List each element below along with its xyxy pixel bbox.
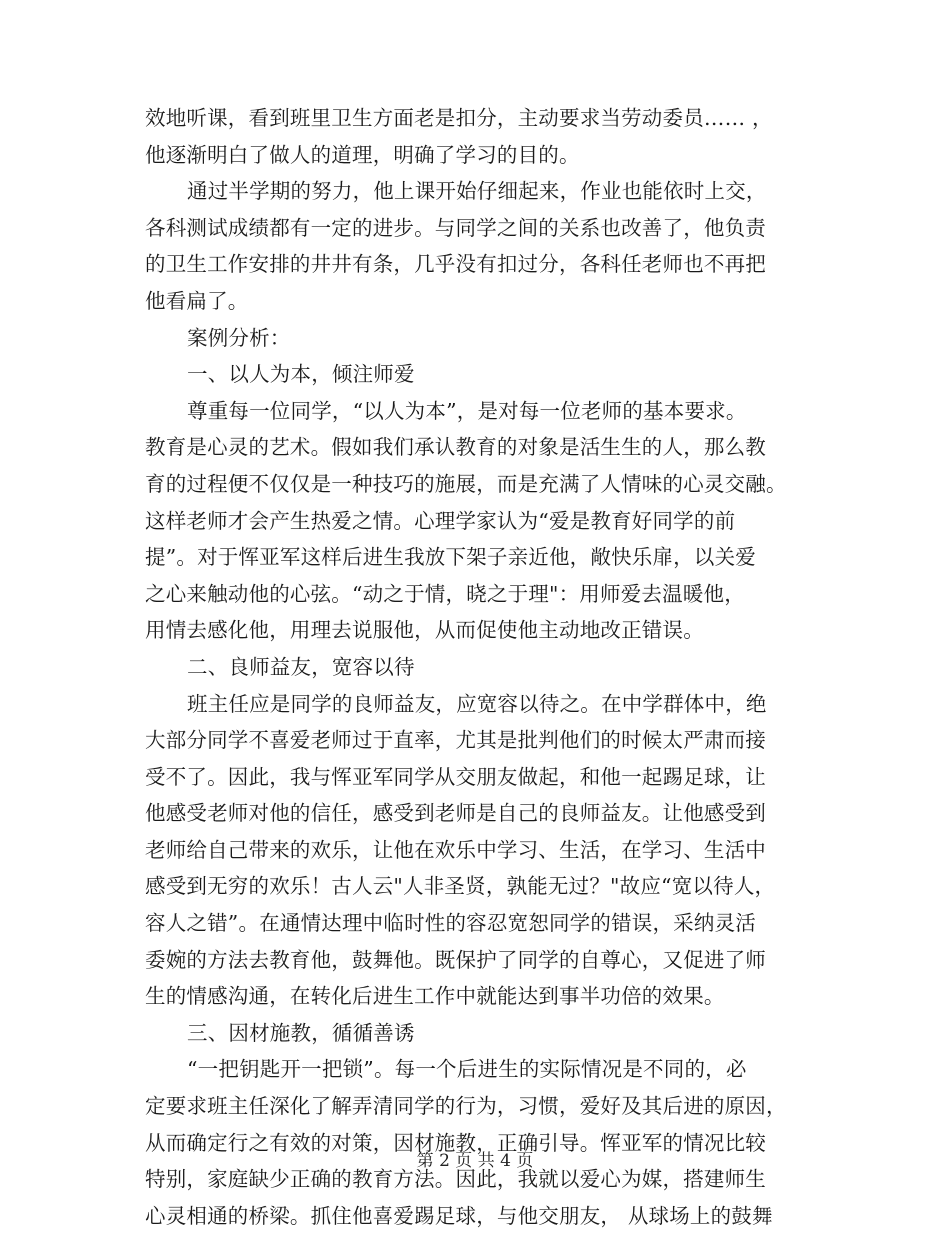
text-line: 各科测试成绩都有一定的进步。与同学之间的关系也改善了，他负责 bbox=[145, 215, 766, 240]
text-line: 用情去感化他，用理去说服他，从而促使他主动地改正错误。 bbox=[145, 618, 704, 643]
page-footer: 第 2 页 共 4 页 bbox=[416, 1151, 534, 1171]
text-line: 心灵相通的桥梁。抓住他喜爱踢足球，与他交朋友， 从球场上的鼓舞 bbox=[145, 1203, 773, 1228]
text-line: 感受到无穷的欢乐！古人云"人非圣贤，孰能无过？"故应“宽以待人， bbox=[145, 874, 776, 899]
text-line: 特别，家庭缺少正确的教育方法。因此，我就以爱心为媒，搭建师生 bbox=[145, 1167, 766, 1192]
text-line: 受不了。因此，我与恽亚军同学从交朋友做起，和他一起踢足球，让 bbox=[145, 764, 766, 789]
text-line: 他看扁了。 bbox=[145, 288, 249, 313]
text-line: 之心来触动他的心弦。“动之于情，晓之于理"：用师爱去温暖他， bbox=[145, 581, 745, 606]
text-line: 尊重每一位同学，“以人为本”，是对每一位老师的基本要求。 bbox=[187, 398, 747, 423]
text-line: 提”。对于恽亚军这样后进生我放下架子亲近他，敞快乐扉，以关爱 bbox=[145, 545, 756, 570]
text-line: 这样老师才会产生热爱之情。心理学家认为“爱是教育好同学的前 bbox=[145, 508, 736, 533]
text-line: 通过半学期的努力，他上课开始仔细起来，作业也能依时上交， bbox=[187, 179, 767, 204]
text-line: 委婉的方法去教育他，鼓舞他。既保护了同学的自尊心，又促进了师 bbox=[145, 947, 766, 972]
text-line: 班主任应是同学的良师益友，应宽容以待之。在中学群体中，绝 bbox=[187, 691, 767, 716]
text-line: 三、因材施教，循循善诱 bbox=[187, 1020, 415, 1045]
text-line: 他感受老师对他的信任，感受到老师是自己的良师益友。让他感受到 bbox=[145, 801, 766, 826]
text-line: 从而确定行之有效的对策，因材施教，正确引导。恽亚军的情况比较 bbox=[145, 1130, 766, 1155]
text-line: 定要求班主任深化了解弄清同学的行为，习惯，爱好及其后进的原因， bbox=[145, 1094, 787, 1119]
text-line: 生的情感沟通，在转化后进生工作中就能达到事半功倍的效果。 bbox=[145, 984, 725, 1009]
document-body bbox=[145, 100, 810, 1234]
text-line: 育的过程便不仅仅是一种技巧的施展，而是充满了人情味的心灵交融。 bbox=[145, 471, 787, 496]
text-line: 大部分同学不喜爱老师过于直率，尤其是批判他们的时候太严肃而接 bbox=[145, 728, 766, 753]
text-line: 他逐渐明白了做人的道理，明确了学习的目的。 bbox=[145, 142, 580, 167]
text-line: 二、良师益友，宽容以待 bbox=[187, 654, 415, 679]
text-line: 的卫生工作安排的井井有条，几乎没有扣过分，各科任老师也不再把 bbox=[145, 252, 766, 277]
text-line: 容人之错”。在通情达理中临时性的容忍宽恕同学的错误，采纳灵活 bbox=[145, 911, 756, 936]
text-line: 老师给自己带来的欢乐，让他在欢乐中学习、生活，在学习、生活中 bbox=[145, 837, 766, 862]
text-line: 效地听课，看到班里卫生方面老是扣分，主动要求当劳动委员…… ， bbox=[145, 106, 773, 130]
text-line: “一把钥匙开一把锁”。每一个后进生的实际情况是不同的，必 bbox=[187, 1057, 747, 1082]
text-line: 案例分析： bbox=[187, 325, 291, 350]
text-line: 一、以人为本，倾注师爱 bbox=[187, 362, 415, 387]
text-line: 教育是心灵的艺术。假如我们承认教育的对象是活生生的人，那么教 bbox=[145, 435, 766, 460]
